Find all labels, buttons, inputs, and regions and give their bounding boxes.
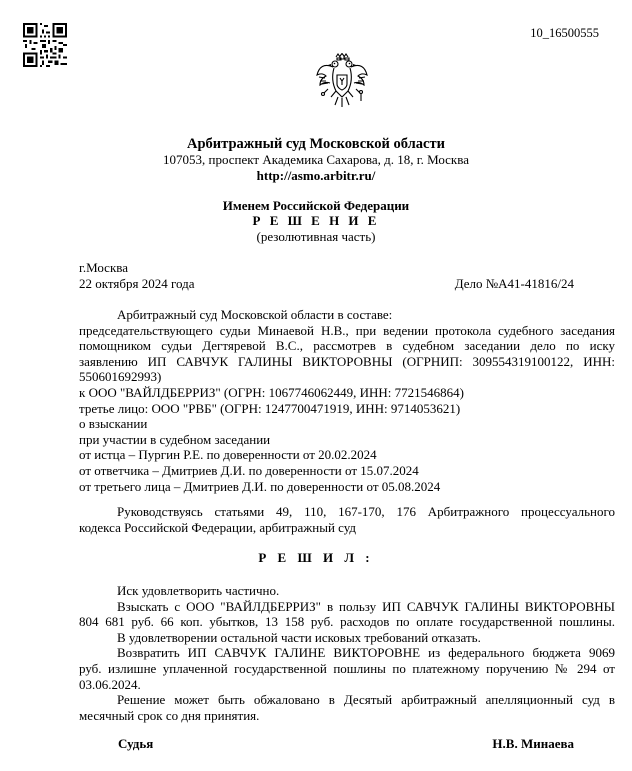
text-line: помощником судьи Дегтяревой В.С., рассмотрев в судебном заседании дело по иску	[79, 338, 615, 354]
text-line: Взыскать с ООО "ВАЙЛДБЕРРИЗ" в пользу ИП САВЧУК ГАЛИНЫ ВИКТОРОВНЫ	[117, 598, 615, 614]
document-number: 10_16500555	[530, 26, 599, 40]
text-line: 03.06.2024.	[79, 676, 141, 692]
text-line: Решение может быть обжаловано в Десятый арбитражный апелляционный суд в	[117, 692, 615, 708]
text-line: 550601692993)	[79, 369, 162, 385]
parties-block	[79, 307, 615, 494]
text-line: Возвратить ИП САВЧУК ГАЛИНЕ ВИКТОРОВНЕ из федерального бюджета 9069	[117, 645, 615, 661]
text-line: о взыскании	[79, 416, 148, 432]
heading-in-the-name: Именем Российской Федерации	[222, 198, 410, 213]
court-url-link[interactable]: http://asmo.arbitr.ru/	[256, 168, 376, 183]
decision-date: 22 октября 2024 года	[79, 276, 195, 291]
judge-name: Н.В. Минаева	[492, 736, 574, 751]
court-name: Арбитражный суд Московской области	[187, 136, 445, 152]
text-line: при участии в судебном заседании	[79, 431, 271, 447]
qr-code	[23, 23, 67, 67]
text-line: кодекса Российской Федерации, арбитражный суд	[79, 519, 357, 535]
heading-decision: Р Е Ш Е Н И Е	[252, 213, 380, 228]
text-line: Арбитражный суд Московской области в составе:	[117, 307, 393, 322]
text-line: третье лицо: ООО "РВБ" (ОГРН: 1247700471919, ИНН: 9714053621)	[79, 400, 461, 416]
text-line: В удовлетворении остальной части исковых требований отказать.	[117, 629, 481, 645]
judge-label: Судья	[118, 736, 154, 751]
text-line: 804 681 руб. 66 коп. убытков, 13 158 руб. расходов по оплате государственной пошлины.	[79, 614, 615, 630]
text-line: месячный срок со дня принятия.	[79, 707, 260, 723]
case-number: Дело №А41-41816/24	[454, 276, 574, 291]
text-line: руб. излишне уплаченной государственной пошлины по платежному поручению № 294 от	[79, 660, 615, 676]
text-line: от ответчика – Дмитриев Д.И. по доверенности от 15.07.2024	[79, 462, 419, 478]
heading-operative-part: (резолютивная часть)	[256, 229, 376, 244]
city: г.Москва	[79, 260, 128, 275]
resolution-block	[79, 583, 615, 723]
text-line: к ООО "ВАЙЛДБЕРРИЗ" (ОГРН: 1067746062449, ИНН: 7721546864)	[79, 384, 464, 400]
court-address: 107053, проспект Академика Сахарова, д. 18, г. Москва	[163, 152, 469, 167]
text-line: председательствующего судьи Минаевой Н.В., при ведении протокола судебного заседания	[79, 322, 615, 338]
text-line: Руководствуясь статьями 49, 110, 167-170, 176 Арбитражного процессуального	[117, 504, 615, 519]
text-line: заявлению ИП САВЧУК ГАЛИНЫ ВИКТОРОВНЫ (ОГРНИП: 309554319100122, ИНН:	[79, 353, 615, 369]
text-line: от истца – Пургин Р.Е. по доверенности от 20.02.2024	[79, 447, 377, 463]
text-line: от третьего лица – Дмитриев Д.И. по доверенности от 05.08.2024	[79, 478, 441, 494]
legal-basis-block	[79, 504, 615, 535]
heading-decided: Р Е Ш И Л :	[258, 550, 374, 565]
coat-of-arms-emblem	[316, 53, 368, 109]
text-line: Иск удовлетворить частично.	[117, 583, 280, 598]
